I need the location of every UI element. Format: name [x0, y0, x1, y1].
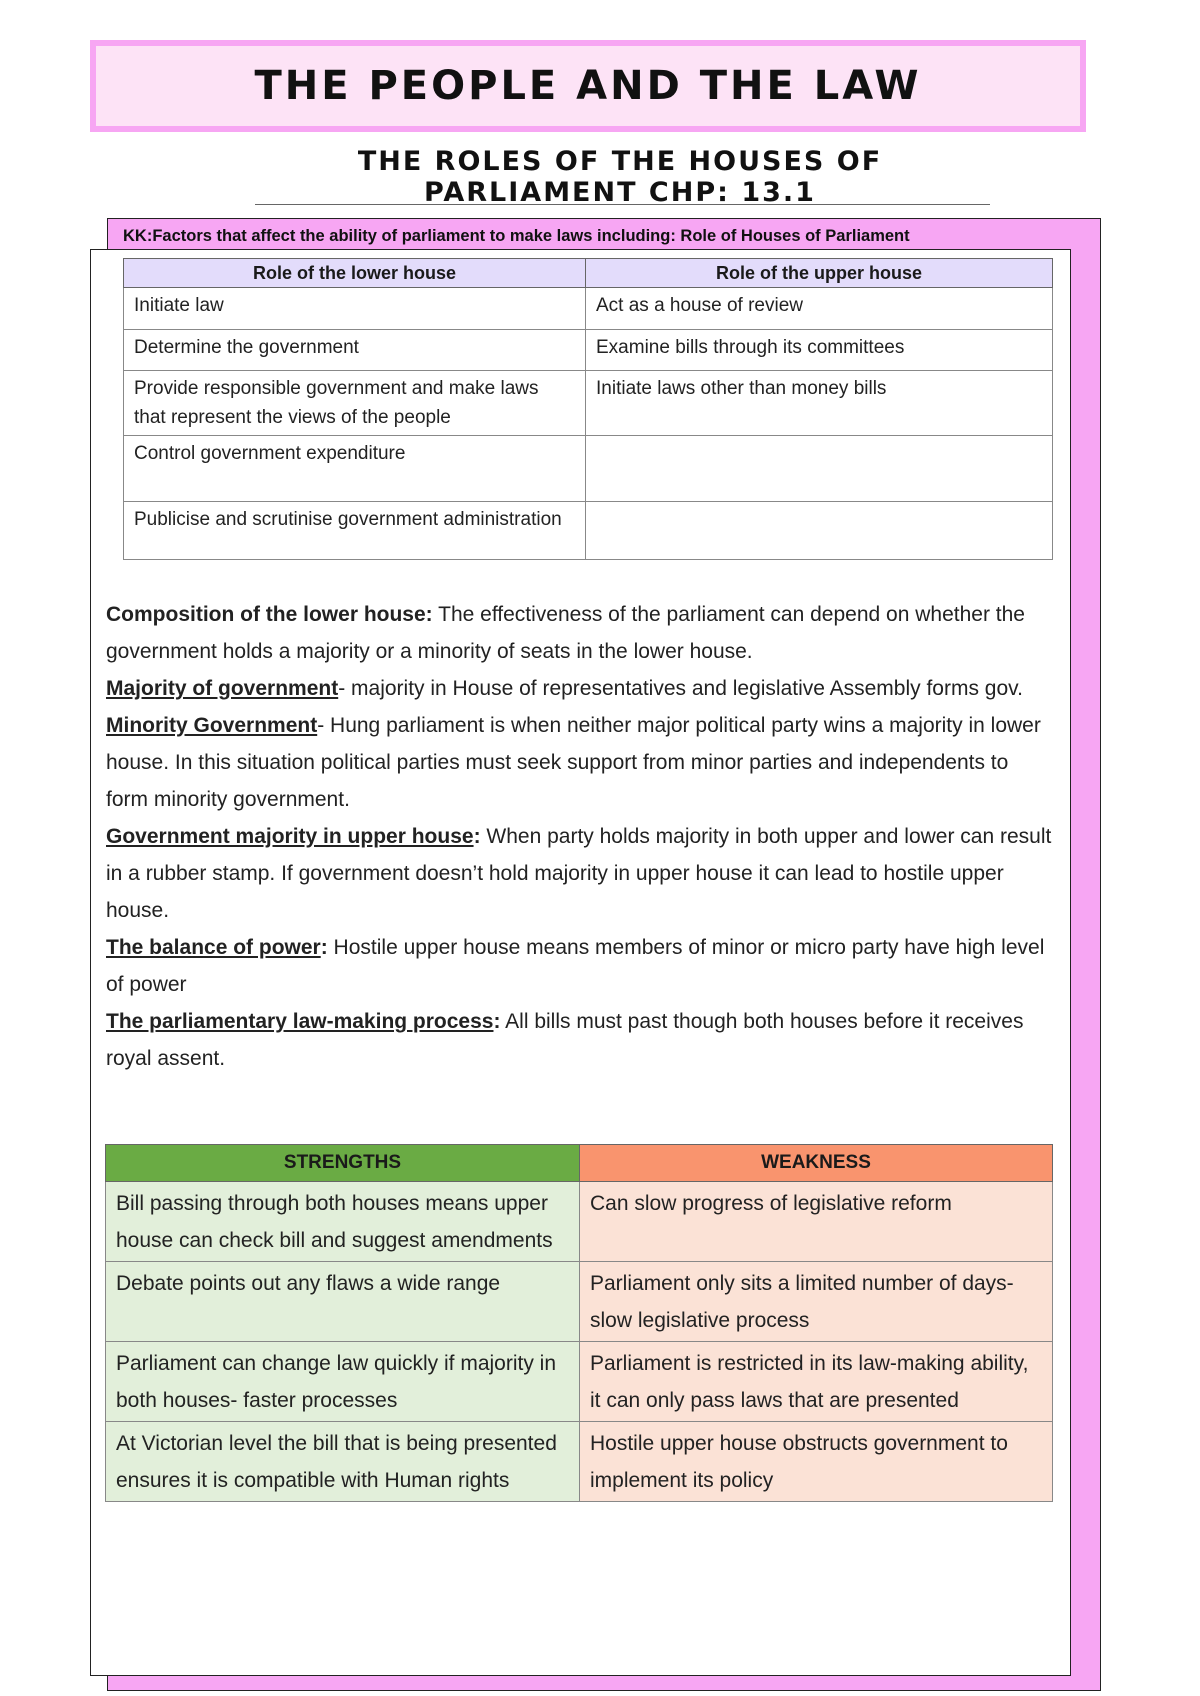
- sw-header-row: [106, 1145, 1053, 1182]
- note-paragraph: [106, 1003, 1056, 1077]
- subtitle-divider: [255, 204, 990, 205]
- note-heading: Composition of the lower house: [106, 603, 426, 626]
- table-row: [124, 288, 1053, 330]
- page-subtitle: THE ROLES OF THE HOUSES OF PARLIAMENT CHP: 13.1: [357, 146, 883, 208]
- notes-section: [106, 596, 1056, 1077]
- strength-cell: Bill passing through both houses means upper house can check bill and suggest amendments: [106, 1182, 580, 1262]
- note-paragraph: [106, 818, 1056, 929]
- lower-role-cell: Publicise and scrutinise government administration: [124, 502, 586, 560]
- strength-cell: At Victorian level the bill that is being presented ensures it is compatible with Human rights: [106, 1422, 580, 1502]
- note-paragraph: [106, 670, 1056, 707]
- upper-role-cell: [586, 502, 1053, 560]
- note-paragraph: [106, 596, 1056, 670]
- weakness-cell: Can slow progress of legislative reform: [580, 1182, 1053, 1262]
- note-separator: :: [493, 1010, 501, 1033]
- table-row: [124, 371, 1053, 436]
- upper-role-cell: [586, 436, 1053, 502]
- note-text: All bills must past though both houses before it receives royal assent.: [106, 1010, 1024, 1070]
- note-separator: -: [338, 677, 346, 700]
- table-row: [124, 502, 1053, 560]
- lower-role-cell: Control government expenditure: [124, 436, 586, 502]
- note-heading: Minority Government: [106, 714, 318, 737]
- note-paragraph: [106, 707, 1056, 818]
- roles-table: [123, 258, 1053, 560]
- weakness-header: WEAKNESS: [580, 1145, 1053, 1182]
- weakness-cell: Hostile upper house obstructs government to implement its policy: [580, 1422, 1053, 1502]
- note-heading: Majority of government: [106, 677, 339, 700]
- weakness-cell: Parliament only sits a limited number of days- slow legislative process: [580, 1262, 1053, 1342]
- strengths-weakness-table: [105, 1144, 1053, 1502]
- lower-role-cell: Determine the government: [124, 330, 586, 371]
- lower-role-cell: Provide responsible government and make laws that represent the views of the people: [124, 371, 586, 436]
- title-banner-inner: [96, 46, 1080, 126]
- note-text: When party holds majority in both upper and lower can result in a rubber stamp. If government doesn’t hold majority in upper house it can lead to hostile upper house.: [106, 825, 1052, 922]
- note-heading: The parliamentary law-making process: [106, 1010, 494, 1033]
- note-separator: :: [425, 603, 433, 626]
- roles-header-row: [124, 259, 1053, 288]
- upper-role-cell: Act as a house of review: [586, 288, 1053, 330]
- title-banner: [90, 40, 1086, 132]
- page-title: THE PEOPLE AND THE LAW: [254, 63, 922, 109]
- note-separator: :: [320, 936, 328, 959]
- strength-cell: Debate points out any flaws a wide range: [106, 1262, 580, 1342]
- note-text: Hostile upper house means members of minor or micro party have high level of power: [106, 936, 1045, 996]
- note-separator: :: [473, 825, 481, 848]
- note-text: The effectiveness of the parliament can depend on whether the government holds a majority or a minority of seats in the lower house.: [106, 603, 1025, 663]
- table-row: [124, 330, 1053, 371]
- table-row: [106, 1342, 1053, 1422]
- table-row: [106, 1262, 1053, 1342]
- note-heading: The balance of power: [106, 936, 321, 959]
- weakness-cell: Parliament is restricted in its law-making ability, it can only pass laws that are presented: [580, 1342, 1053, 1422]
- roles-header-upper: Role of the upper house: [586, 259, 1053, 288]
- note-separator: -: [317, 714, 325, 737]
- note-text: Hung parliament is when neither major political party wins a majority in lower house. In this situation political parties must seek support from minor parties and independents to form minority government.: [106, 714, 1041, 811]
- strengths-header: STRENGTHS: [106, 1145, 580, 1182]
- roles-header-lower: Role of the lower house: [124, 259, 586, 288]
- upper-role-cell: Examine bills through its committees: [586, 330, 1053, 371]
- strength-cell: Parliament can change law quickly if majority in both houses- faster processes: [106, 1342, 580, 1422]
- lower-role-cell: Initiate law: [124, 288, 586, 330]
- table-row: [124, 436, 1053, 502]
- note-paragraph: [106, 929, 1056, 1003]
- note-text: majority in House of representatives and legislative Assembly forms gov.: [345, 677, 1023, 700]
- table-row: [106, 1182, 1053, 1262]
- key-knowledge-label: KK:Factors that affect the ability of parliament to make laws including: Role of Houses of Parliament: [123, 227, 910, 245]
- upper-role-cell: Initiate laws other than money bills: [586, 371, 1053, 436]
- table-row: [106, 1422, 1053, 1502]
- note-heading: Government majority in upper house: [106, 825, 474, 848]
